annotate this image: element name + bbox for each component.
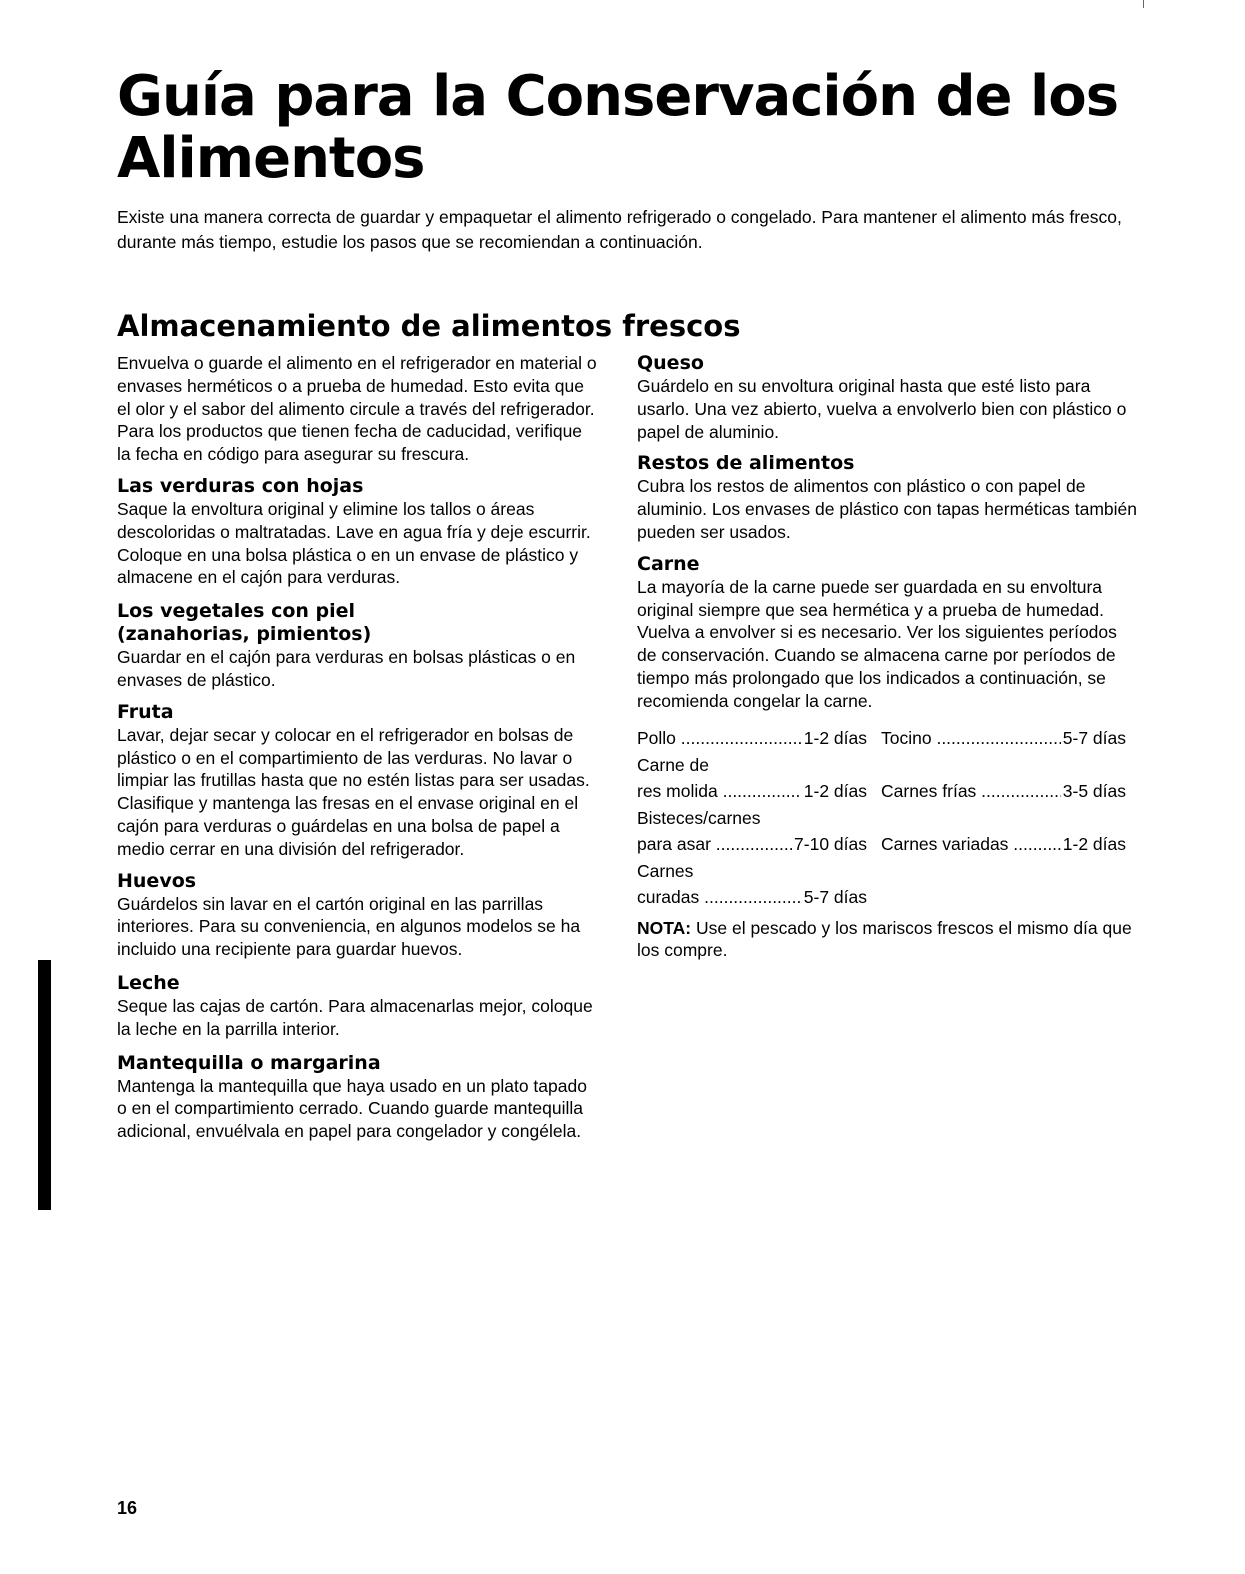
heading-mantequilla: Mantequilla o margarina [117, 1051, 381, 1074]
corner-mark [1143, 0, 1144, 8]
text-verduras: Saque la envoltura original y elimine los tallos o áreas descoloridas o maltratadas. Lave en agua fría y deje escurrir. Coloque en una bolsa plástica o en un envase de plástico y almacene en el cajón para verduras. [117, 498, 591, 588]
storage-row [637, 884, 1137, 911]
section-title: Almacenamiento de alimentos frescos [117, 309, 741, 343]
storage-row [637, 725, 1137, 752]
storage-name: Pollo ..... [637, 725, 802, 752]
text-queso: Guárdelo en su envoltura original hasta que esté listo para usarlo. Una vez abierto, vuelva a envolverlo bien con plástico o papel de aluminio. [637, 376, 1127, 442]
text-huevos: Guárdelos sin lavar en el cartón original en las parrillas interiores. Para su conveniencia, en algunos modelos se ha incluido una recipiente para guardar huevos. [117, 893, 581, 960]
storage-time: 5-7 días [1062, 727, 1126, 748]
storage-item-frias [881, 778, 1126, 805]
storage-time: 1-2 días [803, 727, 867, 748]
right-column [637, 352, 1137, 962]
heading-vegetales: Los vegetales con piel (zanahorias, pimientos) [117, 600, 372, 646]
storage-time: 3-5 días [1062, 780, 1126, 801]
storage-item-curadas [637, 884, 867, 911]
left-column [117, 352, 597, 1143]
storage-label: Carnes [637, 860, 694, 881]
text-fruta: Lavar, dejar secar y colocar en el refrigerador en bolsas de plástico o en el compartimiento de las verduras. No lavar o limpiar las frutillas hasta que no estén listas para ser usadas. Clasifique y mantenga las fresas en el envase original en el cajón para verduras o guárdelas en una bolsa de papel a medio cerrar en una división del refrigerador. [117, 724, 590, 859]
heading-huevos: Huevos [117, 869, 197, 892]
storage-row [637, 831, 1137, 858]
heading-fruta: Fruta [117, 700, 174, 723]
text-carne: La mayoría de la carne puede ser guardada en su envoltura original siempre que sea hermética y a prueba de humedad. Vuelva a envolver si es necesario. Ver los siguientes períodos de conservación. Cuando se almacena carne por períodos de tiempo más prolongado que los indicados a continuación, se recomienda congelar la carne. [637, 576, 1117, 711]
storage-time: 5-7 días [803, 886, 867, 907]
storage-item-pollo [637, 725, 867, 752]
heading-verduras: Las verduras con hojas [117, 474, 364, 497]
heading-leche: Leche [117, 971, 180, 994]
storage-name: Carnes frías ..... [881, 778, 1061, 805]
heading-carne: Carne [637, 552, 700, 575]
text-restos: Cubra los restos de alimentos con plástico o con papel de aluminio. Los envases de plástico con tapas herméticas también pueden ser usados. [637, 476, 1137, 542]
heading-queso: Queso [637, 352, 704, 374]
storage-time: 7-10 días [794, 833, 867, 854]
storage-label: Carne de [637, 754, 709, 775]
nota-label: NOTA: [637, 917, 692, 938]
left-intro: Envuelva o guarde el alimento en el refrigerador en material o envases herméticos o a prueba de humedad. Esto evita que el olor y el sabor del alimento circule a través del refrigerador. Para los productos que tienen fecha de caducidad, verifique la fecha en código para asegurar su frescura. [117, 353, 597, 465]
storage-item-res [637, 778, 867, 805]
storage-label: Bisteces/carnes [637, 807, 761, 828]
storage-row [637, 778, 1137, 805]
heading-restos: Restos de alimentos [637, 452, 855, 475]
intro-paragraph: Existe una manera correcta de guardar y empaquetar el alimento refrigerado o congelado. Para mantener el alimento más fresco, durante más tiempo, estudie los pasos que se recomiendan a continuación. [117, 207, 1122, 252]
storage-table [637, 725, 1137, 911]
section-tab-marker [38, 960, 51, 1210]
storage-item-bistec [637, 831, 867, 858]
storage-name: Tocino ..... [881, 725, 1061, 752]
storage-name: para asar ..... [637, 831, 792, 858]
text-vegetales: Guardar en el cajón para verduras en bolsas plásticas o en envases de plástico. [117, 647, 576, 690]
text-leche: Seque las cajas de cartón. Para almacenarlas mejor, coloque la leche en la parrilla interior. [117, 995, 593, 1039]
nota-text: Use el pescado y los mariscos frescos el mismo día que los compre. [637, 917, 1132, 961]
storage-name: Carnes variadas ..... [881, 831, 1061, 858]
storage-name: res molida ..... [637, 778, 802, 805]
storage-name: curadas ..... [637, 884, 802, 911]
page-title: Guía para la Conservación de los Alimentos [117, 64, 1119, 191]
nota-paragraph [637, 917, 1137, 963]
storage-time: 1-2 días [803, 780, 867, 801]
storage-time: 1-2 días [1062, 833, 1126, 854]
storage-item-variadas [881, 831, 1126, 858]
text-mantequilla: Mantenga la mantequilla que haya usado en un plato tapado o en el compartimiento cerrado. Cuando guarde mantequilla adicional, envuélvala en papel para congelador y congélela. [117, 1075, 587, 1142]
storage-item-tocino [881, 725, 1126, 752]
page-number: 16 [117, 1498, 138, 1518]
